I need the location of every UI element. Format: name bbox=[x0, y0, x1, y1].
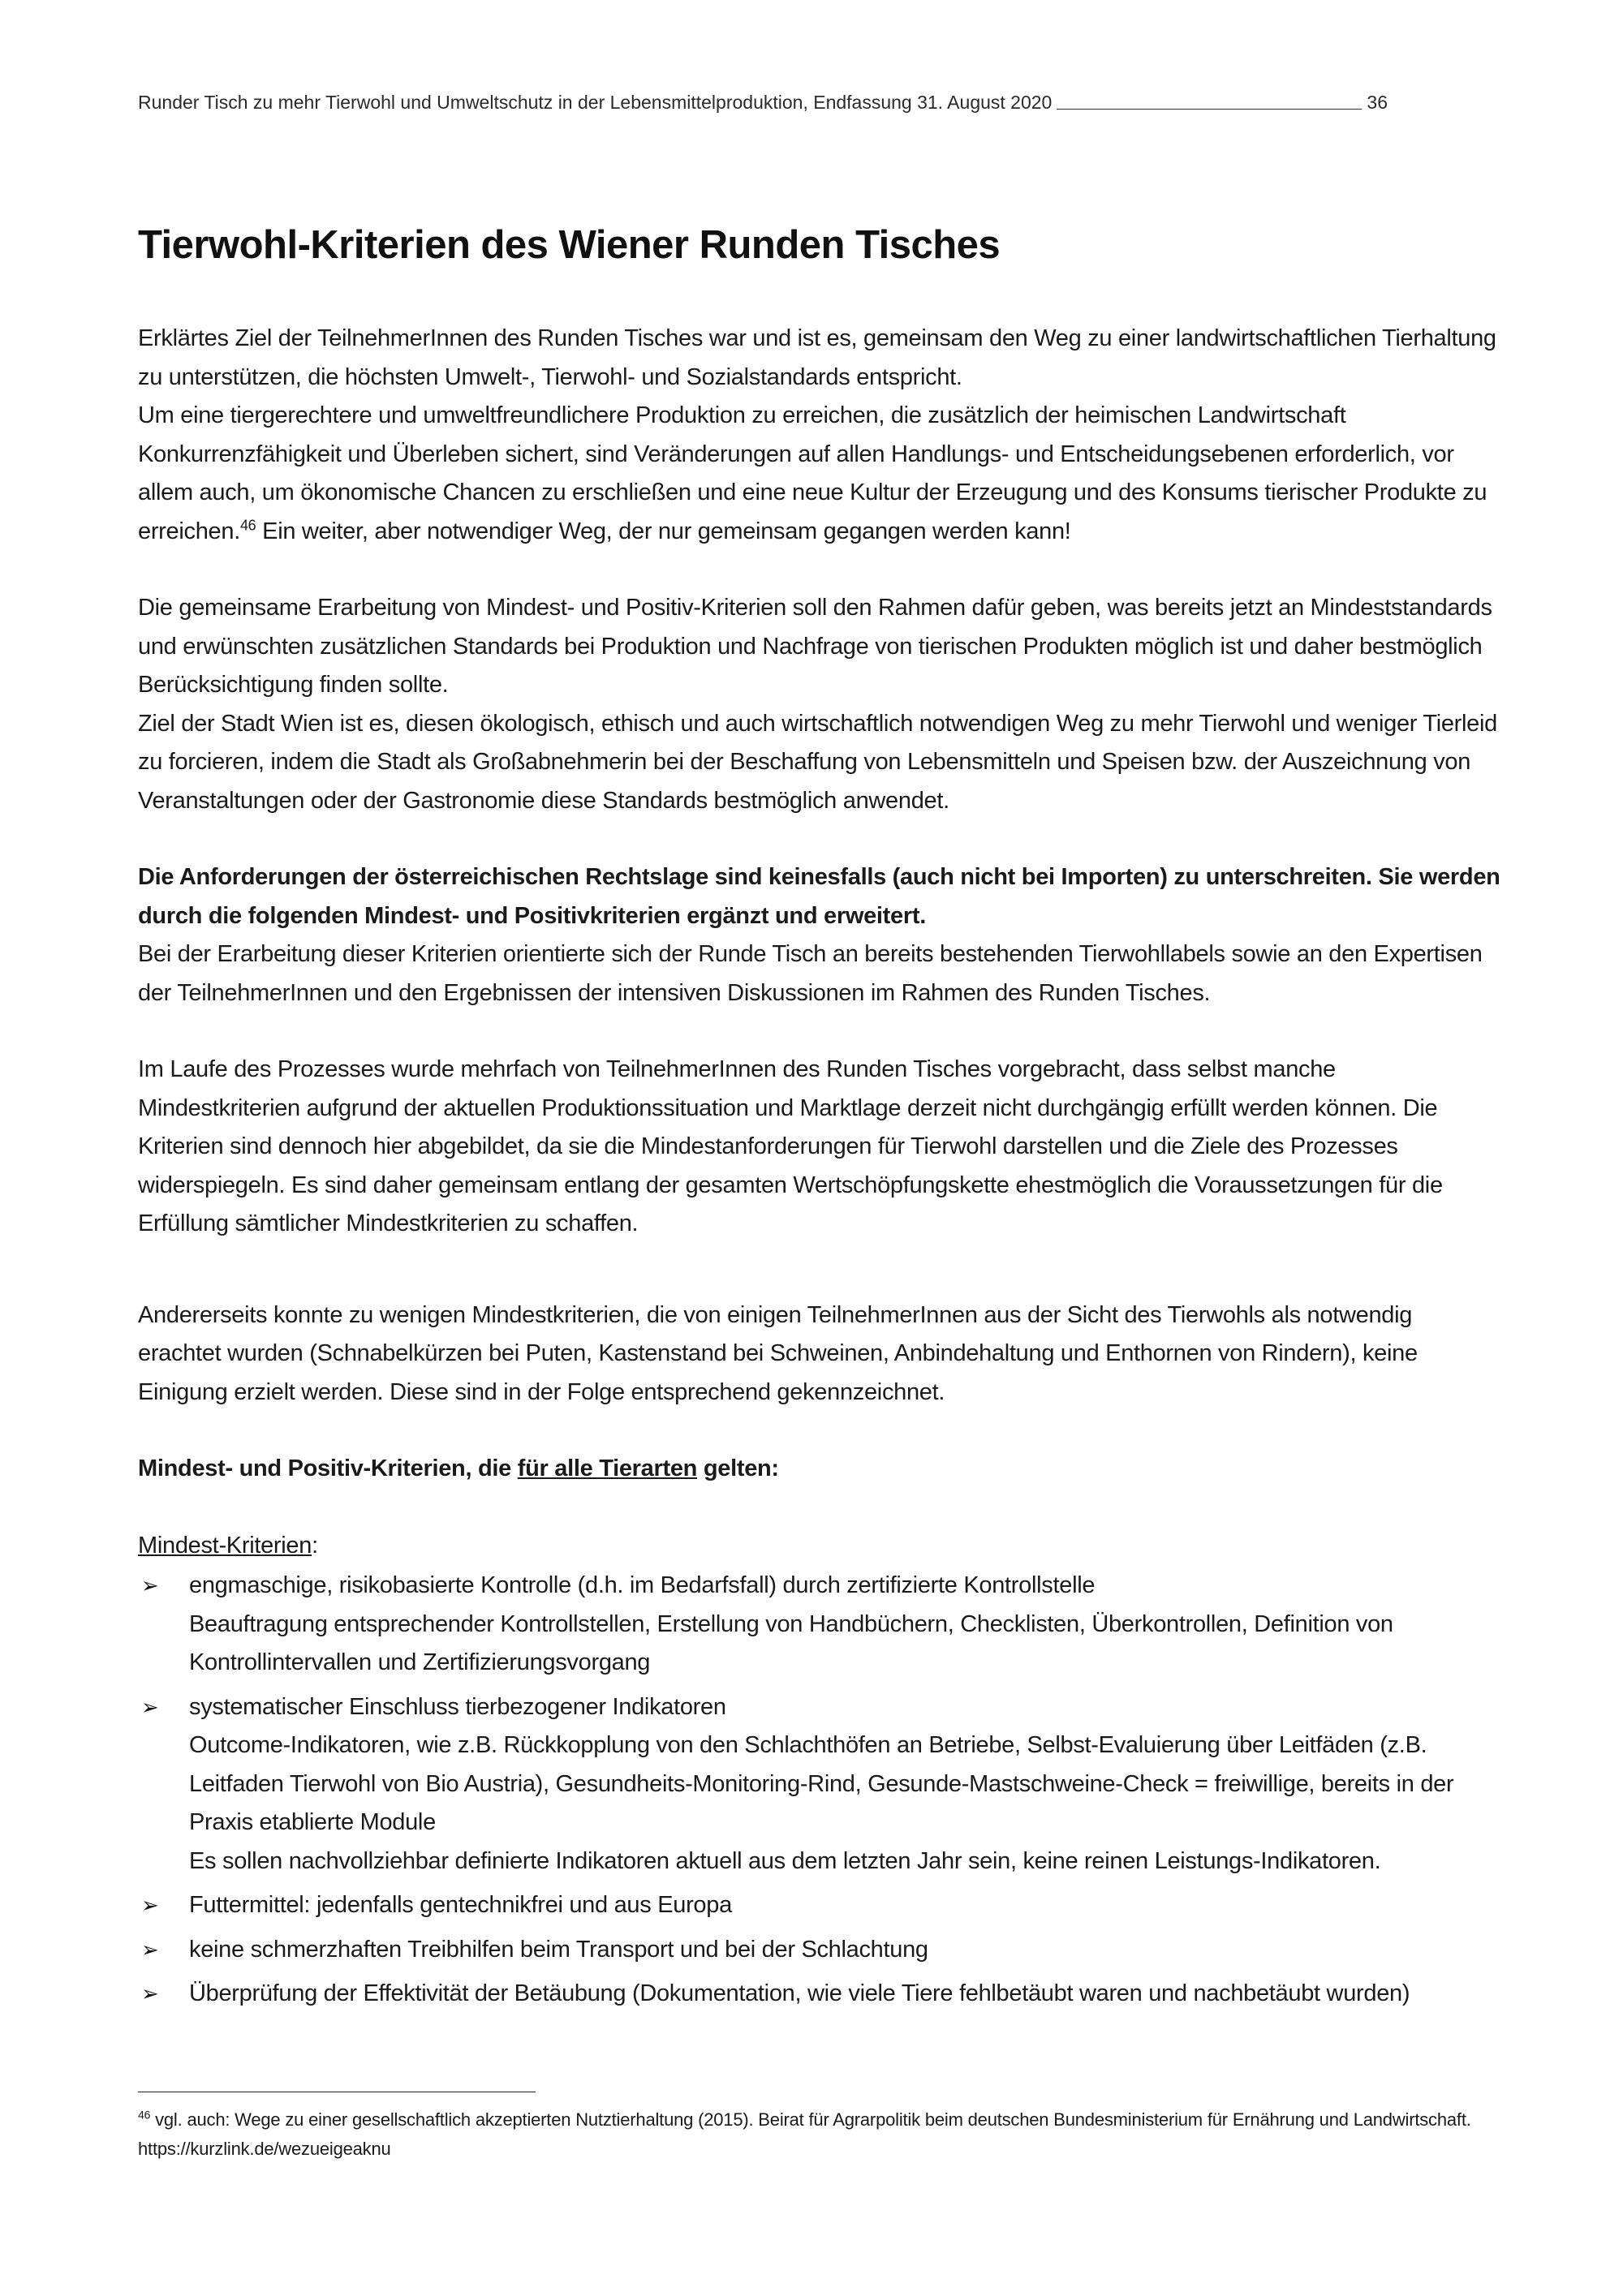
paragraph-legal-requirements: Die Anforderungen der österreichischen Rechtslage sind keinesfalls (auch nicht bei Importen) zu unterschreiten. Sie werden durch die folgenden Mindest- und Positivkriterien ergänzt und erweitert. bbox=[138, 864, 1500, 929]
page-number: 36 bbox=[1367, 92, 1388, 113]
paragraph-production-text: Um eine tiergerechtere und umweltfreundlichere Produktion zu erreichen, die zusätzlich der heimischen Landwirtschaft Konkurrenzfähigkeit und Überleben sichert, sind Veränderungen auf allen Handlungs- und Entscheidungsebenen erforderlich, vor allem auch, um ökonomische Chancen zu erschließen und eine neue Kultur der Erzeugung und des Konsums tierischer Produkte zu erreichen. bbox=[138, 402, 1487, 544]
running-header bbox=[138, 91, 1388, 114]
criterion-main: systematischer Einschluss tierbezogener Indikatoren bbox=[189, 1693, 726, 1720]
section-heading: Mindest- und Positiv-Kriterien, die für alle Tierarten gelten: bbox=[138, 1455, 779, 1481]
list-item bbox=[138, 1886, 1501, 1925]
section-heading-underlined: für alle Tierarten bbox=[517, 1455, 698, 1481]
paragraph-city-goal: Ziel der Stadt Wien ist es, diesen ökologisch, ethisch und auch wirtschaftlich notwendigen Weg zu mehr Tierwohl und weniger Tierleid zu forcieren, indem die Stadt als Großabnehmerin bei der Beschaffung von Lebensmitteln und Speisen bzw. der Auszeichnung von Veranstaltungen oder der Gastronomie diese Standards bestmöglich anwendet. bbox=[138, 710, 1497, 814]
document-body bbox=[138, 320, 1501, 2019]
arrow-bullet-icon: ➢ bbox=[141, 1981, 159, 2006]
criterion-detail: Outcome-Indikatoren, wie z.B. Rückkopplung von den Schlachthöfen an Betriebe, Selbst-Evaluierung über Leitfäden (z.B. Leitfaden Tierwohl von Bio Austria), Gesundheits-Monitoring-Rind, Gesunde-Mastschweine-Check = freiwillige, bereits in der Praxis etablierte Module bbox=[189, 1732, 1454, 1835]
paragraph-disagreement: Andererseits konnte zu wenigen Mindestkriterien, die von einigen TeilnehmerInnen aus der Sicht des Tierwohls als notwendig erachtet wurden (Schnabelkürzen bei Puten, Kastenstand bei Schweinen, Anbindehaltung und Enthornen von Rindern), keine Einigung erzielt werden. Diese sind in der Folge entsprechend gekennzeichnet. bbox=[138, 1301, 1418, 1405]
subheading-mindest-kriterien: Mindest-Kriterien: bbox=[138, 1532, 318, 1559]
arrow-bullet-icon: ➢ bbox=[141, 1893, 159, 1917]
arrow-bullet-icon: ➢ bbox=[141, 1573, 159, 1597]
paragraph-criteria-framework: Die gemeinsame Erarbeitung von Mindest- und Positiv-Kriterien soll den Rahmen dafür geben, was bereits jetzt an Mindeststandards und erwünschten zusätzlichen Standards bei Produktion und Nachfrage von tierischen Produkten möglich ist und daher bestmöglich Berücksichtigung finden sollte. bbox=[138, 595, 1492, 698]
running-header-title: Runder Tisch zu mehr Tierwohl und Umweltschutz in der Lebensmittelproduktion, Endfassung 31. August 2020 bbox=[138, 92, 1053, 113]
paragraph-production-tail: Ein weiter, aber notwendiger Weg, der nur gemeinsam gegangen werden kann! bbox=[256, 518, 1071, 544]
list-item bbox=[138, 1931, 1501, 1970]
criterion-main: keine schmerzhaften Treibhilfen beim Transport und bei der Schlachtung bbox=[189, 1936, 928, 1963]
footnote-number: 46 bbox=[138, 2108, 151, 2122]
list-item bbox=[138, 1567, 1501, 1683]
footnote-text: vgl. auch: Wege zu einer gesellschaftlich akzeptierten Nutztierhaltung (2015). Beirat für Agrarpolitik beim deutschen Bundesministerium für Ernährung und Landwirtschaft. https://kurzlink.de/wezueigeaknu bbox=[138, 2109, 1471, 2159]
paragraph-process: Im Laufe des Prozesses wurde mehrfach von TeilnehmerInnen des Runden Tisches vorgebracht, dass selbst manche Mindestkriterien aufgrund der aktuellen Produktionssituation und Marktlage derzeit nicht durchgängig erfüllt werden können. Die Kriterien sind dennoch hier abgebildet, da sie die Mindestanforderungen für Tierwohl darstellen und die Ziele des Prozesses widerspiegeln. Es sind daher gemeinsam entlang der gesamten Wertschöpfungskette ehestmöglich die Voraussetzungen für die Erfüllung sämtlicher Mindestkriterien zu schaffen. bbox=[138, 1056, 1443, 1236]
criteria-list bbox=[138, 1567, 1501, 2014]
criterion-main: Futtermittel: jedenfalls gentechnikfrei und aus Europa bbox=[189, 1892, 732, 1918]
paragraph-goal: Erklärtes Ziel der TeilnehmerInnen des Runden Tisches war und ist es, gemeinsam den Weg zu einer landwirtschaftlichen Tierhaltung zu unterstützen, die höchsten Umwelt-, Tierwohl- und Sozialstandards entspricht. bbox=[138, 325, 1496, 390]
footnote bbox=[138, 2105, 1501, 2164]
criterion-main: Überprüfung der Effektivität der Betäubung (Dokumentation, wie viele Tiere fehlbetäubt waren und nachbetäubt wurden) bbox=[189, 1980, 1410, 2006]
list-item bbox=[138, 1975, 1501, 2014]
arrow-bullet-icon: ➢ bbox=[141, 1937, 159, 1962]
paragraph-production bbox=[138, 397, 1501, 551]
paragraph-development: Bei der Erarbeitung dieser Kriterien orientierte sich der Runde Tisch an bereits bestehenden Tierwohllabels sowie an den Expertisen der TeilnehmerInnen und den Ergebnissen der intensiven Diskussionen im Rahmen des Runden Tisches. bbox=[138, 941, 1483, 1006]
footnote-reference[interactable]: 46 bbox=[239, 516, 256, 533]
criterion-main: engmaschige, risikobasierte Kontrolle (d.h. im Bedarfsfall) durch zertifizierte Kontrollstelle bbox=[189, 1572, 1096, 1598]
page-title: Tierwohl-Kriterien des Wiener Runden Tisches bbox=[138, 223, 1001, 267]
running-header-rule bbox=[1057, 109, 1362, 110]
list-item bbox=[138, 1688, 1501, 1881]
criterion-detail: Beauftragung entsprechender Kontrollstellen, Erstellung von Handbüchern, Checklisten, Überkontrollen, Definition von Kontrollintervallen und Zertifizierungsvorgang bbox=[189, 1610, 1393, 1675]
arrow-bullet-icon: ➢ bbox=[141, 1694, 159, 1719]
criterion-detail-2: Es sollen nachvollziehbar definierte Indikatoren aktuell aus dem letzten Jahr sein, keine reinen Leistungs-Indikatoren. bbox=[189, 1847, 1381, 1874]
